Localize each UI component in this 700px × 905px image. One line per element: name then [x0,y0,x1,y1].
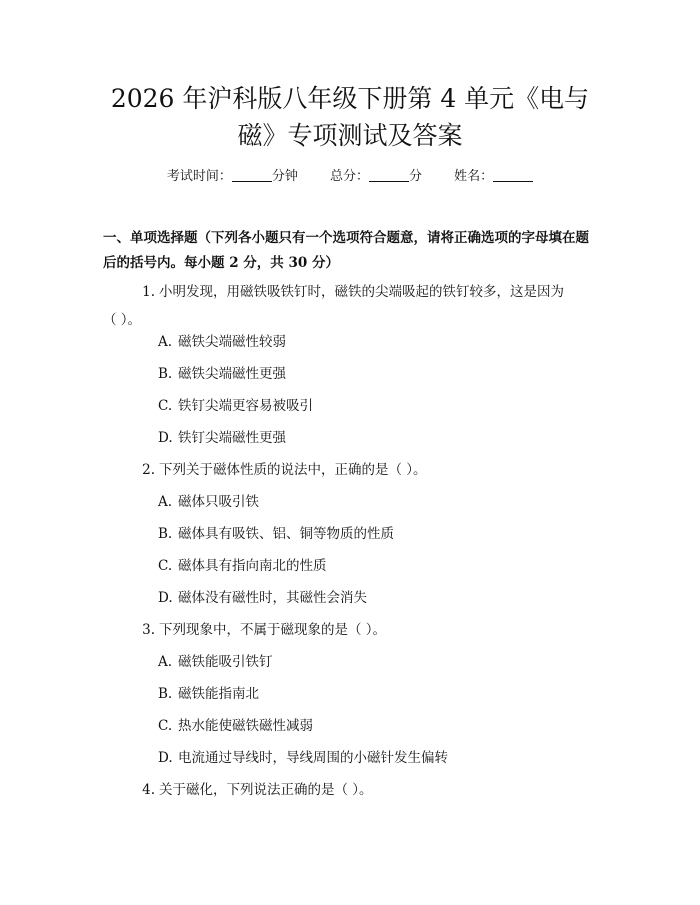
option-text: 磁铁能吸引铁钉 [178,654,273,670]
score-blank[interactable] [369,169,409,182]
question-3-option-c[interactable] [158,715,598,737]
question-1-option-c[interactable] [158,395,598,417]
name-blank[interactable] [493,169,533,182]
time-unit: 分钟 [271,169,298,184]
option-letter: C. [158,718,173,734]
option-letter: C. [158,558,173,574]
question-1-option-a[interactable] [158,331,598,353]
time-blank[interactable] [232,169,272,182]
score-unit: 分 [409,169,423,184]
option-letter: D. [158,430,173,446]
option-letter: A. [158,654,173,670]
option-text: 热水能使磁铁磁性减弱 [178,718,313,734]
question-number: 1. [142,284,155,300]
time-label: 考试时间： [166,169,232,184]
option-letter: D. [158,750,173,766]
score-label: 总分： [329,169,369,184]
question-3-option-d[interactable] [158,747,598,769]
question-1-option-b[interactable] [158,363,598,385]
option-letter: B. [158,366,173,382]
option-text: 铁钉尖端更容易被吸引 [178,398,313,414]
option-text: 磁体具有吸铁、铝、铜等物质的性质 [178,526,394,542]
option-text: 磁体只吸引铁 [178,494,259,510]
option-text: 磁体具有指向南北的性质 [178,558,327,574]
question-number: 2. [142,462,155,478]
question-2 [103,456,600,484]
question-4 [103,776,600,804]
question-1-option-d[interactable] [158,427,598,449]
option-letter: D. [158,590,173,606]
question-3 [103,616,600,644]
option-letter: B. [158,526,173,542]
question-text: 小明发现，用磁铁吸铁钉时，磁铁的尖端吸起的铁钉较多，这是因为 [159,284,564,300]
question-text-continued: （ ）。 [103,312,142,328]
page-title [60,80,640,154]
section-heading: 一、单项选择题（下列各小题只有一个选项符合题意，请将正确选项的字母填在题后的括号内。每小题 2 分，共 30 分） [103,230,589,271]
question-2-option-b[interactable] [158,523,598,545]
question-number: 3. [142,622,155,638]
option-text: 磁铁能指南北 [178,686,259,702]
exam-info [0,167,700,187]
question-number: 4. [142,782,155,798]
title-line-1: 2026 年沪科版八年级下册第 4 单元《电与 [110,84,590,113]
question-2-option-a[interactable] [158,491,598,513]
total-score [330,167,422,187]
name-label: 姓名： [454,169,494,184]
option-text: 磁铁尖端磁性较弱 [178,334,286,350]
question-1 [103,278,600,334]
option-text: 磁体没有磁性时，其磁性会消失 [178,590,367,606]
option-letter: A. [158,334,173,350]
title-line-2: 磁》专项测试及答案 [237,121,463,150]
question-text: 下列现象中，不属于磁现象的是（ ）。 [159,622,387,638]
option-letter: C. [158,398,173,414]
option-letter: B. [158,686,173,702]
option-text: 电流通过导线时，导线周围的小磁针发生偏转 [178,750,448,766]
exam-time [167,167,298,187]
question-text: 下列关于磁体性质的说法中，正确的是（ ）。 [159,462,427,478]
question-text: 关于磁化，下列说法正确的是（ ）。 [159,782,373,798]
question-3-option-b[interactable] [158,683,598,705]
question-2-option-c[interactable] [158,555,598,577]
option-letter: A. [158,494,173,510]
question-2-option-d[interactable] [158,587,598,609]
question-3-option-a[interactable] [158,651,598,673]
option-text: 磁铁尖端磁性更强 [178,366,286,382]
student-name [454,167,533,187]
option-text: 铁钉尖端磁性更强 [178,430,286,446]
